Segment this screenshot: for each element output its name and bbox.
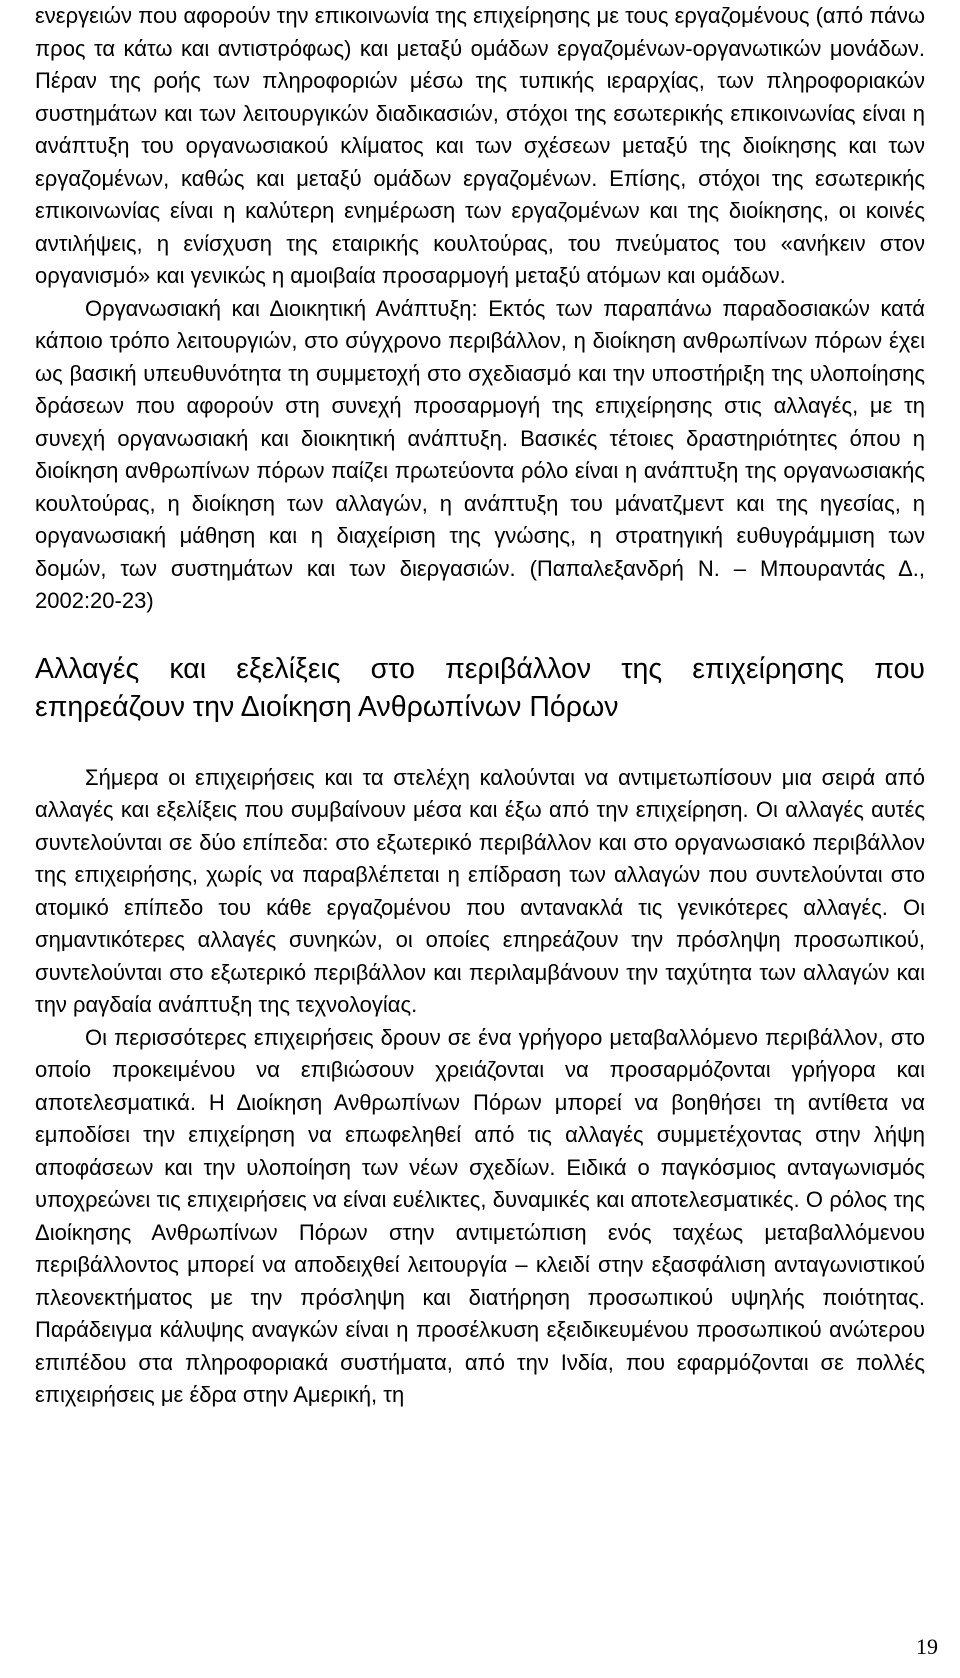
page-number: 19 <box>916 1634 938 1659</box>
document-page <box>35 0 925 1412</box>
body-paragraph: Οι περισσότερες επιχειρήσεις δρουν σε ένα γρήγορο μεταβαλλόμενο περιβάλλον, στο οποίο προκειμένου να επιβιώσουν χρειάζονται να προσαρμόζονται γρήγορα και αποτελεσματικά. Η Διοίκηση Ανθρωπίνων Πόρων μπορεί να βοηθήσει τη αντίθετα να εμποδίσει την επιχείρηση να επωφεληθεί από τις αλλαγές συμμετέχοντας στην λήψη αποφάσεων και την υλοποίηση των νέων σχεδίων. Ειδικά ο παγκόσμιος ανταγωνισμός υποχρεώνει τις επιχειρήσεις να είναι ευέλικτες, δυναμικές και αποτελεσματικές. Ο ρόλος της Διοίκησης Ανθρωπίνων Πόρων στην αντιμετώπιση ενός ταχέως μεταβαλλόμενου περιβάλλοντος μπορεί να αποδειχθεί λειτουργία – κλειδί στην εξασφάλιση ανταγωνιστικού πλεονεκτήματος με την πρόσληψη και διατήρηση προσωπικού υψηλής ποιότητας. Παράδειγμα κάλυψης αναγκών είναι η προσέλκυση εξειδικευμένου προσωπικού ανώτερου επιπέδου στα πληροφοριακά συστήματα, από την Ινδία, που εφαρμόζονται σε πολλές επιχειρήσεις με έδρα στην Αμερική, τη <box>35 1024 925 1407</box>
body-paragraph: Σήμερα οι επιχειρήσεις και τα στελέχη καλούνται να αντιμετωπίσουν μια σειρά από αλλαγές και εξελίξεις που συμβαίνουν μέσα και έξω από την επιχείρηση. Οι αλλαγές αυτές συντελούνται σε δύο επίπεδα: στο εξωτερικό περιβάλλον και στο οργανωσιακό περιβάλλον της επιχειρήσης, χωρίς να παραβλέπεται η επίδραση των αλλαγών που συντελούνται στο ατομικό επίπεδο του κάθε εργαζομένου που αντανακλά τις γενικότερες αλλαγές. Οι σημαντικότερες αλλαγές συνηκών, οι οποίες επηρεάζουν την πρόσληψη προσωπικού, συντελούνται στο εξωτερικό περιβάλλον και περιλαμβάνουν την ταχύτητα των αλλαγών και την ραγδαία ανάπτυξη της τεχνολογίας. <box>35 764 925 1017</box>
body-paragraph: ενεργειών που αφορούν την επικοινωνία της επιχείρησης με τους εργαζομένους (από πάνω προς τα κάτω και αντιστρόφως) και μεταξύ ομάδων εργαζομένων-οργανωτικών μονάδων. Πέραν της ροής των πληροφοριών μέσω της τυπικής ιεραρχίας, των πληροφοριακών συστημάτων και των λειτουργικών διαδικασιών, στόχοι της εσωτερικής επικοινωνίας είναι η ανάπτυξη του οργανωσιακού κλίματος και των σχέσεων μεταξύ της διοίκησης και των εργαζομένων, καθώς και μεταξύ ομάδων εργαζομένων. Επίσης, στόχοι της εσωτερικής επικοινωνίας είναι η καλύτερη ενημέρωση των εργαζομένων και της διοίκησης, οι κοινές αντιλήψεις, η ενίσχυση της εταιρικής κουλτούρας, του πνεύματος του «ανήκειν στον οργανισμό» και γενικώς η αμοιβαία προσαρμογή μεταξύ ατόμων και ομάδων. <box>35 3 925 288</box>
body-paragraph: Οργανωσιακή και Διοικητική Ανάπτυξη: Εκτός των παραπάνω παραδοσιακών κατά κάποιο τρόπο λειτουργιών, στο σύγχρονο περιβάλλον, η διοίκηση ανθρωπίνων πόρων έχει ως βασική υπευθυνότητα τη συμμετοχή στο σχεδιασμό και την υποστήριξη της υλοποίησης δράσεων που αφορούν στη συνεχή προσαρμογή της επιχείρησης στις αλλαγές, με τη συνεχή οργανωσιακή και διοικητική ανάπτυξη. Βασικές τέτοιες δραστηριότητες όπου η διοίκηση ανθρωπίνων πόρων παίζει πρωτεύοντα ρόλο είναι η ανάπτυξη της οργανωσιακής κουλτούρας, η διοίκηση των αλλαγών, η ανάπτυξη του μάνατζμεντ και της ηγεσίας, η οργανωσιακή μάθηση και η διαχείριση της γνώσης, η στρατηγική ευθυγράμμιση των δομών, των συστημάτων και των διεργασιών. (Παπαλεξανδρή Ν. – Μπουραντάς Δ., 2002:20-23) <box>35 295 925 613</box>
section-heading: Αλλαγές και εξελίξεις στο περιβάλλον της επιχείρησης που επηρεάζουν την Διοίκηση Ανθρωπίνων Πόρων <box>35 652 925 723</box>
